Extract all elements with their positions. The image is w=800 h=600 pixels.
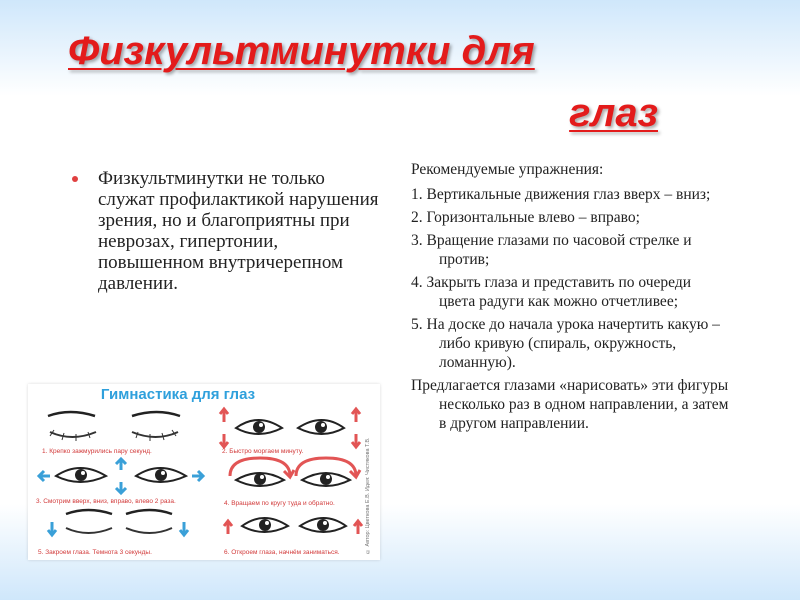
poster-caption-1: 1. Крепко зажмурились пару секунд. [42, 448, 152, 455]
poster-credit: © Автор: Цветкова Е.В. Идея: Чистякова Т.В. [365, 437, 371, 554]
exercise-item-1: 1. Вертикальные движения глаз вверх – вниз; [411, 186, 711, 203]
open-eyes-icon [220, 506, 366, 548]
poster-caption-5: 5. Закроем глаза. Темнота 3 секунды. [38, 549, 152, 556]
exercises-list [411, 160, 731, 437]
eye-gymnastics-poster [28, 384, 380, 560]
slide-title-line1: Физкультминутки для [68, 29, 535, 73]
blinking-eyes-icon [216, 406, 364, 450]
bullet-paragraph [72, 168, 382, 294]
exercise-item-3: 3. Вращение глазами по часовой стрелке и против; [411, 232, 692, 268]
slide-title-line2: глаз [569, 91, 658, 135]
poster-caption-6: 6. Откроем глаза, начнём заниматься. [224, 549, 340, 556]
bullet-text: Физкультминутки не только служат профилактикой нарушения зрения, но и благоприятны при неврозах, гипертонии, повышенном внутричерепном давлении. [98, 168, 379, 294]
poster-caption-4: 4. Вращаем по кругу туда и обратно. [224, 500, 335, 507]
slide-title [68, 20, 668, 144]
exercise-item-4: 4. Закрыть глаза и представить по очереди цвета радуги как можно отчетливее; [411, 274, 691, 310]
poster-title: Гимнастика для глаз [100, 386, 256, 403]
bullet-dot-icon [72, 176, 78, 182]
exercise-item-2: 2. Горизонтальные влево – вправо; [411, 209, 640, 226]
exercise-item-6: Предлагается глазами «нарисовать» эти фигуры несколько раз в одном направлении, а затем в другом направлении. [411, 377, 729, 432]
closed-eyes-icon [40, 408, 190, 444]
poster-caption-3: 3. Смотрим вверх, вниз, вправо, влево 2 раза. [36, 498, 176, 505]
closed-eyes-dark-icon [38, 508, 198, 544]
exercise-item-5: 5. На доске до начала урока начертить какую – либо кривую (спираль, окружность, ломанную). [411, 316, 720, 371]
rotate-eyes-icon [220, 454, 366, 498]
exercises-heading: Рекомендуемые упражнения: [411, 161, 604, 178]
look-directions-eyes-icon [36, 456, 206, 496]
poster-caption-2: 2. Быстро моргаем минуту. [222, 448, 304, 455]
